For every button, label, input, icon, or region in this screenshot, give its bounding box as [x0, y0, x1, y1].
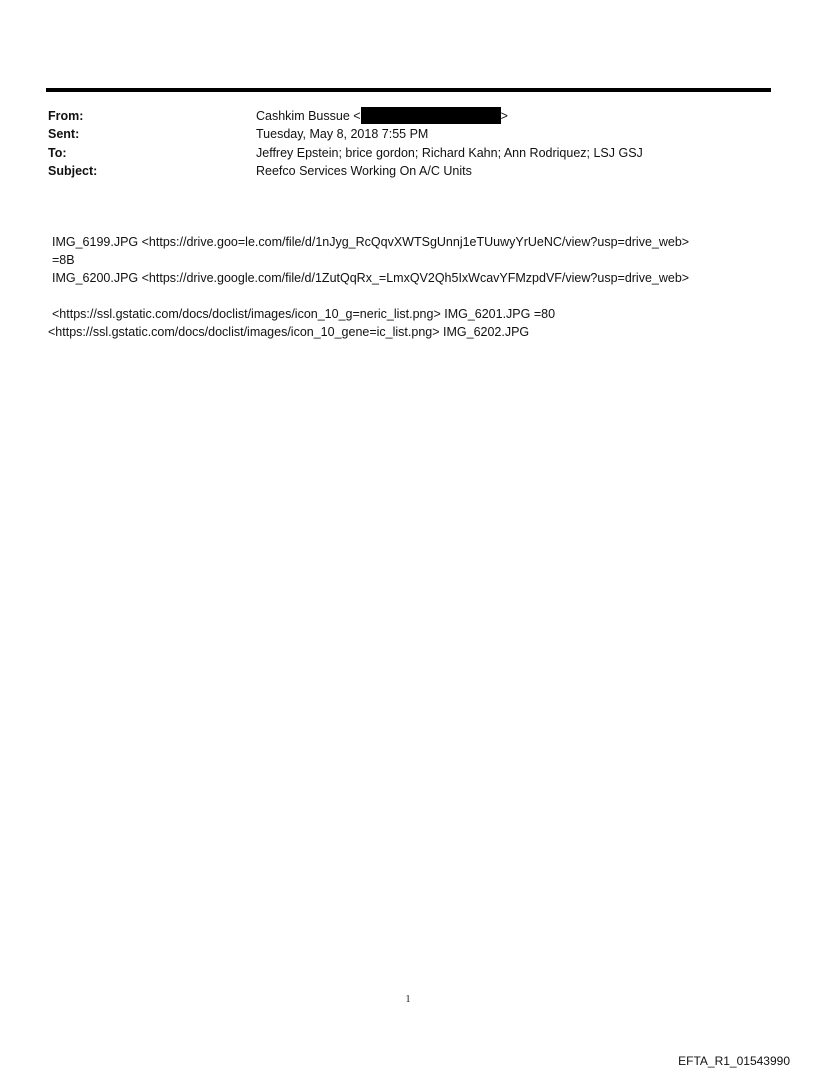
from-value: [256, 107, 508, 125]
subject-value: Reefco Services Working On A/C Units: [256, 164, 472, 178]
document-id: EFTA_R1_01543990: [678, 1054, 790, 1068]
redaction-block: [361, 107, 501, 124]
from-name: Cashkim Bussue <: [256, 109, 361, 123]
sent-value: Tuesday, May 8, 2018 7:55 PM: [256, 127, 429, 141]
sent-label: Sent:: [48, 127, 80, 141]
header-divider: [46, 88, 771, 92]
body-line-2: =8B: [52, 253, 75, 267]
to-value: Jeffrey Epstein; brice gordon; Richard Kahn; Ann Rodriquez; LSJ GSJ: [256, 146, 643, 160]
from-label: From:: [48, 109, 84, 123]
from-close: >: [500, 109, 508, 123]
body-line-1: IMG_6199.JPG <https://drive.goo=le.com/file/d/1nJyg_RcQqvXWTSgUnnj1eTUuwyYrUeNC/view?usp=drive_web>: [52, 235, 690, 249]
page-number: 1: [405, 994, 411, 1005]
to-label: To:: [48, 146, 67, 160]
subject-label: Subject:: [48, 164, 98, 178]
body-line-3: IMG_6200.JPG <https://drive.google.com/file/d/1ZutQqRx_=LmxQV2Qh5IxWcavYFMzpdVF/view?usp=drive_web>: [52, 271, 690, 285]
body-line-4: <https://ssl.gstatic.com/docs/doclist/images/icon_10_g=neric_list.png> IMG_6201.JPG =80: [52, 307, 556, 321]
body-line-5: <https://ssl.gstatic.com/docs/doclist/images/icon_10_gene=ic_list.png> IMG_6202.JPG: [48, 325, 530, 339]
